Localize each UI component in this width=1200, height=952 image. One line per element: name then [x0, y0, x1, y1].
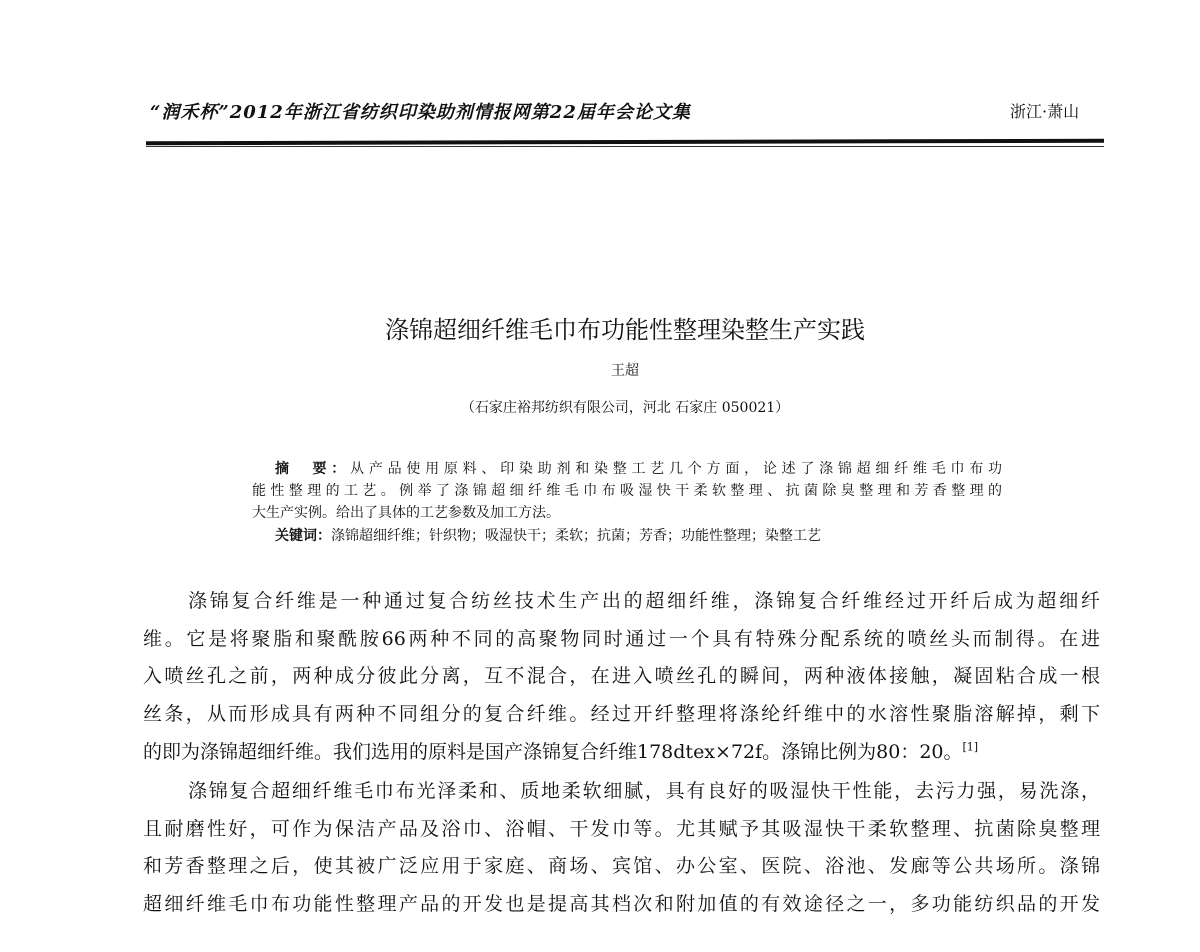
- abstract-line: 能性整理的工艺。例举了涤锦超细纤维毛巾布吸湿快干柔软整理、抗菌除臭整理和芳香整理的: [252, 483, 1002, 499]
- abstract-text: 从产品使用原料、印染助剂和染整工艺几个方面，论述了涤锦超细纤维毛巾布功: [350, 461, 1003, 477]
- body-line: 维。它是将聚脂和聚酰胺66两种不同的高聚物同时通过一个具有特殊分配系统的喷丝头而制得。在进: [143, 628, 1100, 650]
- keywords-text: 涤锦超细纤维；针织物；吸湿快干；柔软；抗菌；芳香；功能性整理；染整工艺: [331, 528, 821, 544]
- body-line: 且耐磨性好，可作为保洁产品及浴巾、浴帽、干发巾等。尤其赋予其吸湿快干柔软整理、抗菌除臭整理: [143, 818, 1100, 840]
- abstract-line: 大生产实例。给出了具体的工艺参数及加工方法。: [252, 505, 560, 521]
- body-line: 丝条，从而形成具有两种不同组分的复合纤维。经过开纤整理将涤纶纤维中的水溶性聚脂溶解掉，剩下: [143, 703, 1100, 725]
- body-line: [143, 737, 1100, 764]
- author: 王超: [611, 363, 639, 379]
- body-line: 涤锦复合超细纤维毛巾布光泽柔和、质地柔软细腻，具有良好的吸湿快干性能，去污力强，易洗涤，: [188, 780, 1100, 802]
- body-text: 的即为涤锦超细纤维。我们选用的原料是国产涤锦复合纤维178dtex×72f。涤锦比例为80：20。: [143, 741, 963, 763]
- citation: [1]: [962, 740, 979, 754]
- paper-title: 涤锦超细纤维毛巾布功能性整理染整生产实践: [385, 316, 865, 344]
- body-line: 超细纤维毛巾布功能性整理产品的开发也是提高其档次和附加值的有效途径之一，多功能纺织品的开发: [143, 893, 1100, 915]
- running-header-location: 浙江·萧山: [1010, 102, 1080, 121]
- running-header-journal: “润禾杯”2012年浙江省纺织印染助剂情报网第22届年会论文集: [150, 102, 691, 123]
- body-line: 和芳香整理之后，使其被广泛应用于家庭、商场、宾馆、办公室、医院、浴池、发廊等公共场所。涤锦: [143, 855, 1100, 877]
- affiliation: （石家庄裕邦纺织有限公司，河北 石家庄 050021）: [460, 400, 790, 416]
- abstract-line: [275, 458, 1002, 478]
- keywords-label: 关键词：: [275, 528, 331, 544]
- abstract-label: 摘 要：: [275, 461, 351, 477]
- header-rule-thick: [146, 139, 1104, 146]
- header-rule-thin: [146, 146, 1104, 147]
- body-line: 入喷丝孔之前，两种成分彼此分离，互不混合，在进入喷丝孔的瞬间，两种液体接触，凝固粘合成一根: [143, 665, 1100, 687]
- keywords-line: [275, 525, 1002, 545]
- body-line: 涤锦复合纤维是一种通过复合纺丝技术生产出的超细纤维，涤锦复合纤维经过开纤后成为超细纤: [188, 590, 1100, 612]
